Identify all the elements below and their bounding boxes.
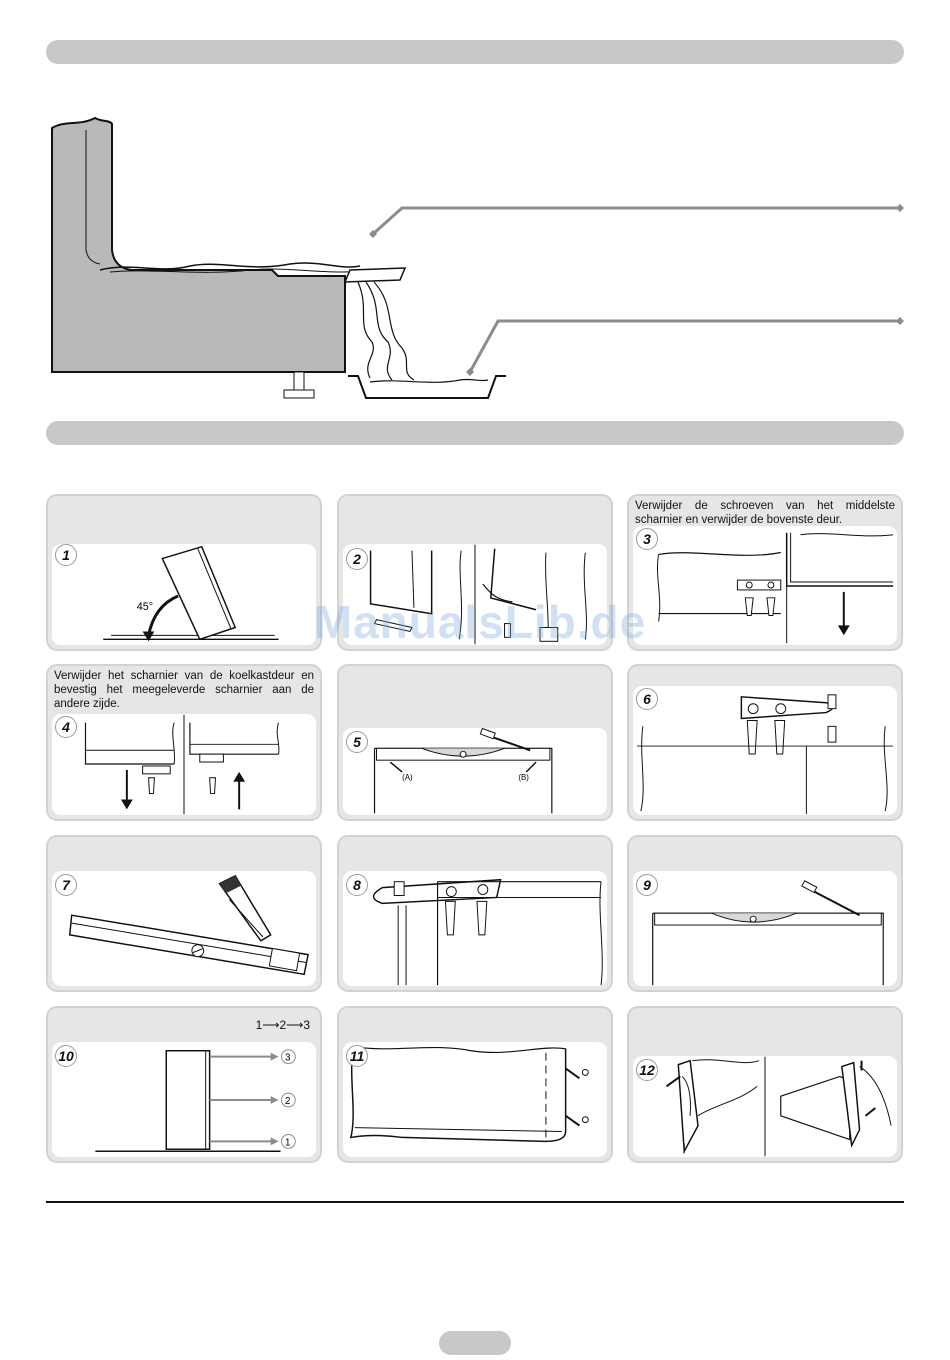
- section-header-bar-top: [46, 40, 904, 64]
- step-number: 2: [346, 548, 368, 570]
- step-6-illustration: [633, 686, 897, 815]
- step-4-caption: Verwijder het scharnier van de koelkastdeur en bevestig het meegeleverde scharnier aan de andere zijde.: [54, 670, 314, 710]
- step-1-illustration: [52, 544, 316, 645]
- step-3-illustration: [633, 526, 897, 645]
- step-number: 9: [636, 874, 658, 896]
- step-9-illustration: [633, 871, 897, 986]
- step-11-illustration: [343, 1042, 607, 1157]
- step-number: 1: [55, 544, 77, 566]
- step-11-panel: [337, 1006, 613, 1163]
- section-header-bar-middle: [46, 421, 904, 445]
- step-2-panel: [337, 494, 613, 651]
- step-10-panel: [46, 1006, 322, 1163]
- step-number: 5: [346, 731, 368, 753]
- watermark: ManualsLib.de: [313, 596, 647, 648]
- step-4-illustration: [52, 714, 316, 815]
- step-7-panel: [46, 835, 322, 992]
- sequence-label: 1⟶2⟶3: [255, 1018, 310, 1032]
- step-9-panel: [627, 835, 903, 992]
- step-number: 7: [55, 874, 77, 896]
- mark-1: 1: [284, 1137, 291, 1149]
- step-12-illustration: [633, 1056, 897, 1157]
- step-number: 10: [55, 1045, 77, 1067]
- step-5-panel: [337, 664, 613, 821]
- step-number: 12: [636, 1059, 658, 1081]
- step-5-illustration: [343, 728, 607, 815]
- step-number: 8: [346, 874, 368, 896]
- page-number-pill: [439, 1331, 511, 1355]
- mark-2: 2: [284, 1095, 291, 1107]
- step-2-illustration: [343, 544, 607, 645]
- label-b: (B): [518, 772, 529, 782]
- defrost-drain-illustration: [40, 110, 910, 410]
- step-3-panel: [627, 494, 903, 651]
- step-8-illustration: [343, 871, 607, 986]
- step-number: 6: [636, 688, 658, 710]
- step-8-panel: [337, 835, 613, 992]
- step-number: 4: [55, 716, 77, 738]
- step-number: 3: [636, 528, 658, 550]
- angle-label: 45°: [136, 600, 154, 613]
- step-4-panel: [46, 664, 322, 821]
- step-1-panel: [46, 494, 322, 651]
- step-number: 11: [346, 1045, 368, 1067]
- step-3-caption: Verwijder de schroeven van het middelste scharnier en verwijder de bovenste deur.: [635, 500, 895, 526]
- step-10-illustration: [52, 1042, 316, 1157]
- step-6-panel: [627, 664, 903, 821]
- label-a: (A): [402, 772, 413, 782]
- footer-rule: [46, 1201, 904, 1203]
- step-12-panel: [627, 1006, 903, 1163]
- step-7-illustration: [52, 871, 316, 986]
- mark-3: 3: [284, 1052, 291, 1064]
